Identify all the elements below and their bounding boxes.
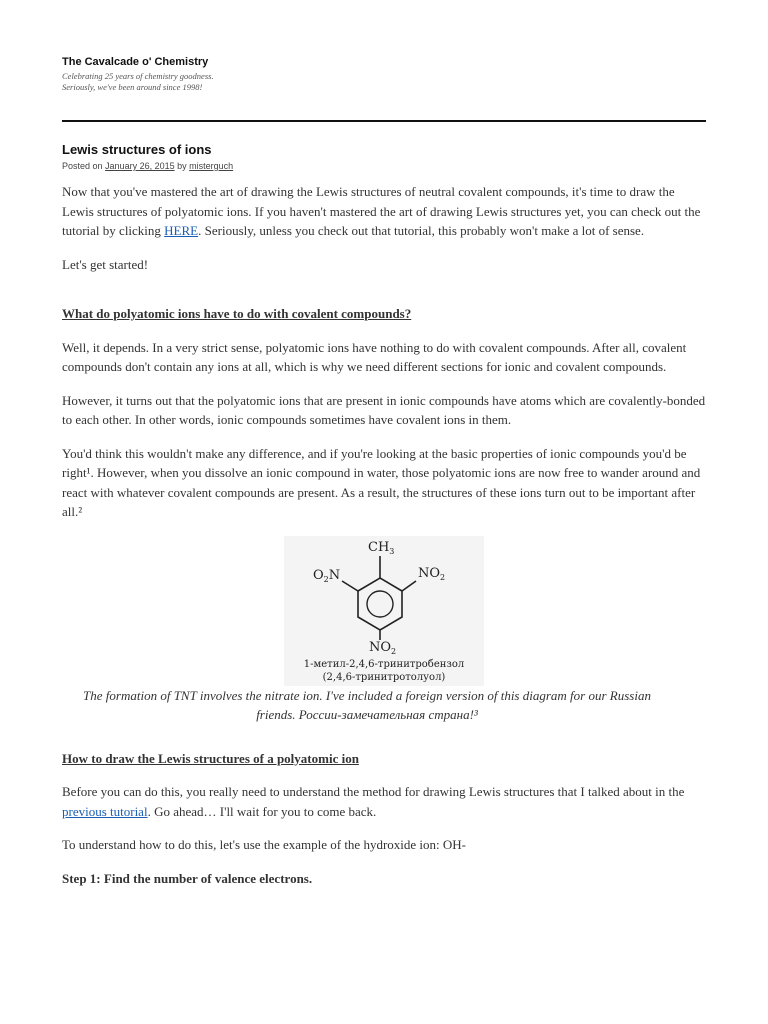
author-link[interactable]: misterguch <box>189 161 234 171</box>
paragraph-dissolve: You'd think this wouldn't make any difference, and if you're looking at the basic properties of ionic compounds you'd be right¹. However, when you dissolve an ionic compound in water, those polyatomic ions are now free to wander around and react with whatever covalent compounds are present. As a result, the structures of these ions turn out to be important after all.² <box>62 445 701 519</box>
step-1-heading: Step 1: Find the number of valence electrons. <box>62 870 313 886</box>
here-link[interactable]: HERE <box>164 223 199 238</box>
lets-get-started-paragraph: Let's get started! <box>62 256 149 272</box>
header-divider <box>62 120 706 122</box>
previous-tutorial-link[interactable]: previous tutorial <box>62 803 148 819</box>
site-description: Celebrating 25 years of chemistry goodness. Seriously, we've been around since 1998! <box>62 71 214 92</box>
site-title[interactable]: The Cavalcade o' Chemistry <box>62 56 209 68</box>
intro-paragraph: Now that you've mastered the art of drawing the Lewis structures of neutral covalent compounds, it's time to draw the Lewis structures of polyatomic ions. If you haven't mastered the art of drawing Lewis structures yet, you can check out the tutorial by clicking HERE. Seriously, unless you check out that tutorial, this probably won't make a lot of sense. <box>62 184 701 238</box>
figure-caption: The formation of TNT involves the nitrate ion. I've included a foreign version of this diagram for our Russian friends. России-замечательная страна!³ <box>83 687 651 722</box>
post-title: Lewis structures of ions <box>62 142 212 157</box>
site-header <box>62 56 706 93</box>
by-label: by <box>177 161 187 171</box>
o2n-label: $O_2N$ <box>313 567 341 584</box>
no2-right-label: $NO_2$ <box>418 565 446 582</box>
ch3-label: $CH_3$ <box>368 539 395 556</box>
russian-name-line2: (2,4,6-тринитротолуол) <box>322 671 446 683</box>
post-date-link[interactable]: January 26, 2015 <box>105 161 175 171</box>
posted-on-label: Posted on <box>62 161 103 171</box>
paragraph-hydroxide: To understand how to do this, let's use the example of the hydroxide ion: OH- <box>62 837 466 852</box>
section-heading-polyatomic: What do polyatomic ions have to do with covalent compounds? <box>62 306 412 321</box>
section-heading-how-to: How to draw the Lewis structures of a polyatomic ion <box>62 750 359 766</box>
post-content <box>62 182 706 902</box>
russian-name-line1: 1-метил-2,4,6-тринитробензол <box>303 658 465 670</box>
paragraph-it-depends: Well, it depends. In a very strict sense, polyatomic ions have nothing to do with covalent compounds. After all, covalent compounds don't contain any ions at all, which is why we need different sections for ionic and covalent compounds. <box>62 339 687 374</box>
tnt-structure-diagram <box>284 536 484 686</box>
no2-bottom-label: $NO_2$ <box>369 639 397 656</box>
post-meta <box>62 161 233 171</box>
paragraph-covalently-bonded: However, it turns out that the polyatomic ions that are present in ionic compounds have atoms which are covalently-bonded to each other. In other words, ionic compounds sometimes have covalent ions in them. <box>62 392 706 427</box>
paragraph-before-you-can: Before you can do this, you really need to understand the method for drawing Lewis structures that I talked about in the previous tutorial. Go ahead… I'll wait for you to come back. <box>62 784 685 819</box>
